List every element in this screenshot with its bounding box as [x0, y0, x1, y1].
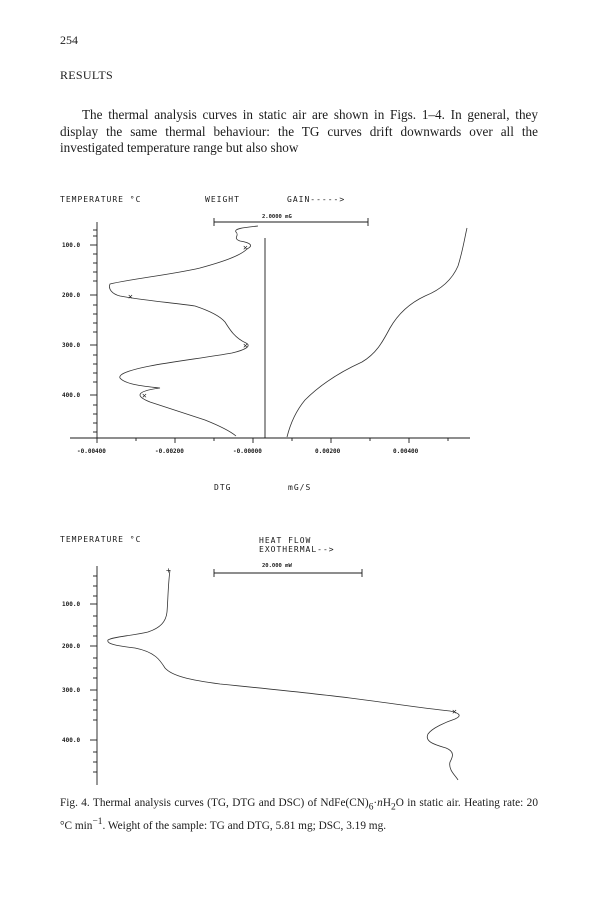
caption-part-1: Fig. 4. Thermal analysis curves (TG, DTG and DSC) of NdFe(CN) [60, 797, 369, 809]
top-y-tick-100: 100.0 [62, 242, 81, 249]
bottom-heat-flow-label-1: HEAT FLOW [259, 536, 312, 545]
dtg-marker-3: ✕ [243, 341, 249, 350]
figure-caption [60, 796, 538, 833]
top-weight-label: WEIGHT [205, 195, 240, 204]
caption-part-3: H [382, 797, 391, 809]
caption-sub-2: 2 [391, 802, 396, 813]
top-x-tick-pos200: 0.00200 [315, 448, 341, 455]
caption-part-4: O in static air. Heating rate: 20 °C min [60, 797, 538, 832]
bottom-scale-bar-label: 20.000 mW [262, 563, 292, 569]
dtg-marker-4: ✕ [142, 391, 148, 400]
bottom-temperature-label: TEMPERATURE °C [60, 535, 142, 544]
bottom-y-tick-100: 100.0 [62, 601, 81, 608]
top-y-major-ticks [90, 245, 97, 395]
top-x-ticks [97, 438, 448, 443]
top-x-label-dtg: DTG [214, 483, 232, 492]
caption-sub-1: 6 [368, 802, 374, 813]
bottom-y-tick-400: 400.0 [62, 737, 81, 744]
top-x-label-unit: mG/S [288, 483, 312, 492]
section-heading: RESULTS [60, 68, 114, 82]
bottom-y-tick-300: 300.0 [62, 687, 81, 694]
caption-italic-n: n [377, 797, 383, 809]
caption-part-5: . Weight of the sample: TG and DTG, 5.81 mg; DSC, 3.19 mg. [102, 819, 387, 832]
dtg-marker-1: ✕ [243, 243, 249, 252]
top-y-minor-ticks [93, 230, 97, 432]
top-x-tick-zero: -0.00000 [233, 448, 262, 455]
dsc-curve [108, 570, 459, 780]
caption-part-2: · [373, 797, 378, 809]
top-y-tick-400: 400.0 [62, 392, 81, 399]
top-x-tick-neg400: -0.00400 [77, 448, 106, 455]
bottom-y-minor-ticks [93, 576, 97, 772]
top-scale-bar-label: 2.0000 mG [262, 214, 292, 220]
bottom-heat-flow-label-2: EXOTHERMAL--> [259, 545, 335, 554]
top-x-tick-pos400: 0.00400 [393, 448, 419, 455]
body-paragraph: The thermal analysis curves in static air are shown in Figs. 1–4. In general, they display the same thermal behaviour: the TG curves drift downwards over all the investigated temperature range but also show [60, 107, 538, 155]
tg-curve [287, 228, 467, 437]
caption-sup-1: −1 [92, 816, 103, 827]
figure-tg-dtg [60, 195, 470, 492]
dsc-marker-start: + [166, 566, 172, 575]
top-temperature-label: TEMPERATURE °C [60, 195, 142, 204]
top-y-tick-200: 200.0 [62, 292, 81, 299]
bottom-y-tick-200: 200.0 [62, 643, 81, 650]
top-gain-label: GAIN-----> [287, 195, 346, 204]
page-number: 254 [60, 33, 78, 47]
figure-dsc [60, 535, 459, 785]
dtg-curve [109, 226, 258, 436]
top-x-tick-neg200: -0.00200 [155, 448, 184, 455]
dtg-marker-2: ✕ [128, 292, 134, 301]
dsc-marker-peak: ✕ [452, 707, 458, 716]
top-y-tick-300: 300.0 [62, 342, 81, 349]
